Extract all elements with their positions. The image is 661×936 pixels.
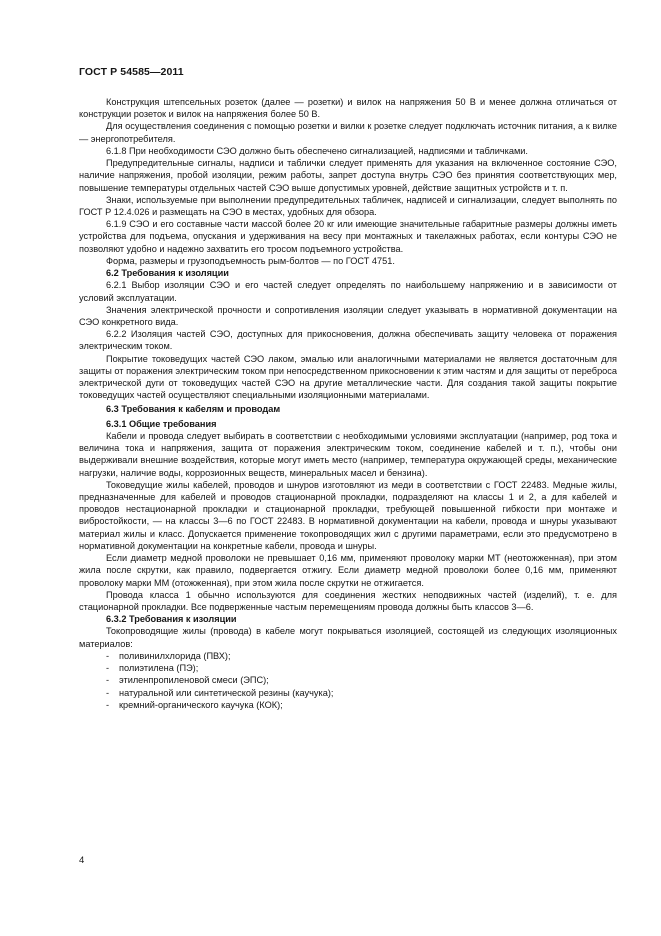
list-item-text: кремний-органического каучука (КОК); — [119, 699, 283, 710]
paragraph: 6.2.1 Выбор изоляции СЭО и его частей следует определять по наибольшему напряжению и в зависимости от условий эксплуатации. — [79, 280, 617, 303]
paragraph: Значения электрической прочности и сопротивления изоляции следует указывать в нормативной документации на СЭО конкретного вида. — [79, 304, 617, 327]
list-dash: - — [106, 699, 110, 710]
list-dash: - — [106, 663, 110, 674]
paragraph: Токопроводящие жилы (провода) в кабеле могут покрываться изоляцией, состоящей из следующих изоляционных материалов: — [79, 626, 617, 649]
paragraph: Если диаметр медной проволоки не превышает 0,16 мм, применяют проволоку марки МТ (неотожженная), при этом жила после скрутки, как правило, подвергается отжигу. Если диаметр медной проволоки более 0,16 мм, применяют проволоку марки ММ (отожженная), при этом жила после скрутки не отжигается. — [79, 553, 617, 588]
paragraph: 6.1.8 При необходимости СЭО должно быть обеспечено сигнализацией, надписями и табличками. — [106, 145, 528, 156]
list-item — [79, 699, 617, 711]
list-item — [79, 662, 617, 674]
list-dash: - — [106, 675, 110, 686]
list-item — [79, 650, 617, 662]
paragraph: 6.1.9 СЭО и его составные части массой более 20 кг или имеющие значительные габаритные размеры должны иметь устройства для подъема, опускания и удерживания на весу при монтажных и такелажных работах, если контуры СЭО не позволяют удобно и надежно захватить его тросом подъемного устройства. — [79, 219, 617, 254]
paragraph: Предупредительные сигналы, надписи и таблички следует применять для указания на включенное состояние СЭО, наличие напряжения, пробой изоляции, режим работы, запрет доступа внутрь СЭО без принятия соответствующих мер, повышение температуры отдельных частей СЭО выше допустимых уровней, действие защитных устройств и т. п. — [79, 158, 617, 193]
paragraph: Знаки, используемые при выполнении предупредительных табличек, надписей и сигнализации, следует выполнять по ГОСТ Р 12.4.026 и размещать на СЭО в местах, удобных для обзора. — [79, 194, 617, 217]
list-item-text: полиэтилена (ПЭ); — [119, 663, 199, 674]
list-item-text: этиленпропиленовой смеси (ЭПС); — [119, 675, 269, 686]
paragraph: Для осуществления соединения с помощью розетки и вилки к розетке следует подключать источник питания, а к вилке — энергопотребителя. — [79, 121, 617, 144]
subsection-heading: 6.3.2 Требования к изоляции — [106, 614, 237, 625]
paragraph: Провода класса 1 обычно используются для соединения жестких неподвижных частей (изделий), т. е. для стационарной прокладки. Все подверженные частым перемещениям провода должны быть классов 3—6. — [79, 589, 617, 612]
list-dash: - — [106, 687, 110, 698]
section-heading: 6.3 Требования к кабелям и проводам — [106, 404, 281, 415]
list-item-text: натуральной или синтетической резины (каучука); — [119, 687, 334, 698]
document-header: ГОСТ Р 54585—2011 — [79, 66, 184, 78]
list-dash: - — [106, 650, 110, 661]
list-item — [79, 687, 617, 699]
paragraph: 6.2.2 Изоляция частей СЭО, доступных для прикосновения, должна обеспечивать защиту человека от поражения электрическим током. — [79, 329, 617, 352]
list-item-text: поливинилхлорида (ПВХ); — [119, 650, 231, 661]
paragraph: Покрытие токоведущих частей СЭО лаком, эмалью или аналогичными материалами не является достаточным для защиты от поражения электрическим током при непосредственном прикосновении к этим частям и для защиты от переброса электрической дуги от токоведущих частей СЭО на другие металлические части. Для создания такой защиты покрытие токоведущих частей осуществляют специальными изоляционными материалами. — [79, 353, 617, 401]
subsection-heading: 6.3.1 Общие требования — [106, 418, 217, 429]
subsection-heading: 6.2 Требования к изоляции — [106, 268, 229, 279]
document-body — [79, 96, 617, 711]
list-item — [79, 674, 617, 686]
page-number: 4 — [79, 855, 85, 866]
paragraph: Конструкция штепсельных розеток (далее — розетки) и вилок на напряжения 50 В и менее должна отличаться от конструкции розеток и вилок на напряжения более 50 В. — [79, 97, 617, 120]
paragraph: Кабели и провода следует выбирать в соответствии с необходимыми условиями эксплуатации (например, род тока и величина тока и напряжения, защита от поражения электрическим током, соединение кабелей и т. п.), чтобы они выдерживали внешние воздействия, которые могут иметь место (например, температура окружающей среды, механические нагрузки, наличие воды, коррозионных веществ, минеральных масел и бензина). — [79, 430, 617, 478]
paragraph: Форма, размеры и грузоподъемность рым-болтов — по ГОСТ 4751. — [106, 255, 395, 266]
paragraph: Токоведущие жилы кабелей, проводов и шнуров изготовляют из меди в соответствии с ГОСТ 22483. Медные жилы, предназначенные для кабелей и проводов стационарной прокладки, подразделяют на классы 1 и 2, а для кабелей и проводов нестационарной прокладки и стационарной прокладки, требующей повышенной гибкости при монтаже и вибростойкости, — на классы 3—6 по ГОСТ 22483. В нормативной документации на кабели, провода и шнуры указывают материал жилы и класс. Допускается применение токопроводящих жил с другими параметрами, если это предусмотрено в нормативной документации на конкретные кабели, провода и шнуры. — [79, 479, 617, 551]
